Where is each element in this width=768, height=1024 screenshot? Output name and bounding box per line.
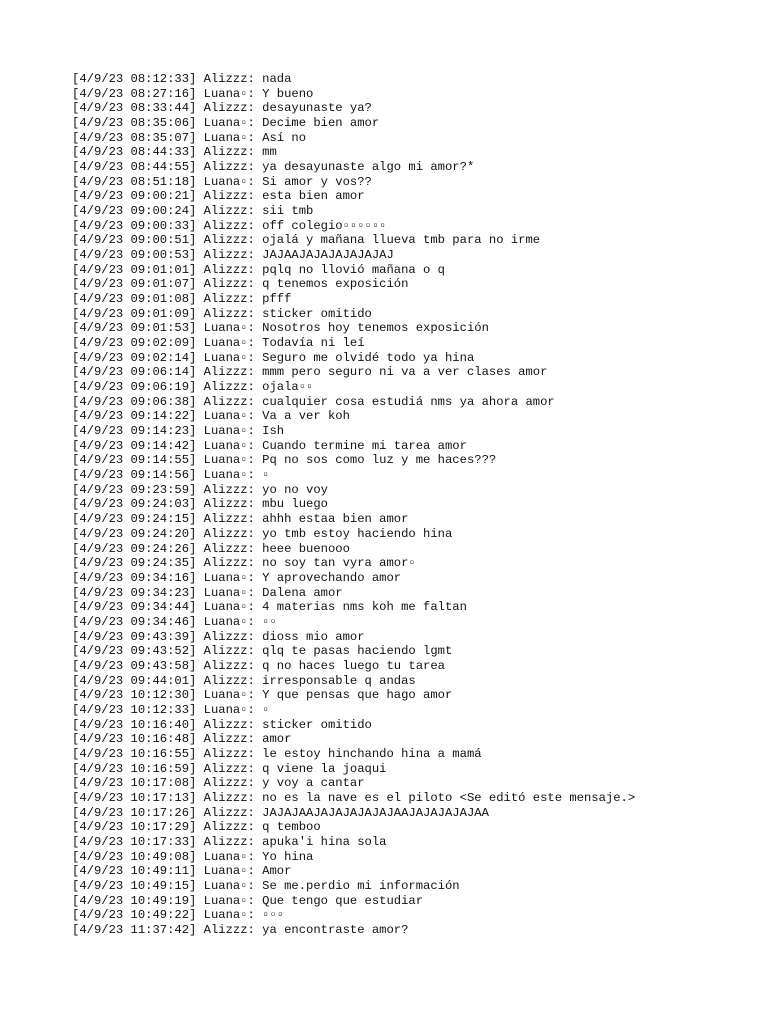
chat-message-line: [4/9/23 09:00:33] Alizzz: off colegio▫▫▫▫▫▫ <box>72 218 387 233</box>
chat-message-line: [4/9/23 08:44:33] Alizzz: mm <box>72 145 277 160</box>
chat-message-line: [4/9/23 10:12:33] Luana▫: ▫ <box>72 702 270 717</box>
chat-message-line: [4/9/23 09:14:55] Luana▫: Pq no sos como luz y me haces??? <box>72 453 497 468</box>
chat-message-line: [4/9/23 08:51:18] Luana▫: Si amor y vos?? <box>72 174 372 189</box>
chat-message-line: [4/9/23 09:44:01] Alizzz: irresponsable q andas <box>72 673 416 688</box>
chat-message-line: [4/9/23 11:37:42] Alizzz: ya encontraste amor? <box>72 922 409 937</box>
chat-message-line: [4/9/23 09:06:38] Alizzz: cualquier cosa estudiá nms ya ahora amor <box>72 394 555 409</box>
chat-message-line: [4/9/23 09:00:21] Alizzz: esta bien amor <box>72 189 365 204</box>
chat-message-line: [4/9/23 09:43:39] Alizzz: dioss mio amor <box>72 629 365 644</box>
chat-message-line: [4/9/23 09:43:52] Alizzz: qlq te pasas haciendo lgmt <box>72 644 453 659</box>
chat-message-line: [4/9/23 10:49:11] Luana▫: Amor <box>72 864 292 879</box>
chat-message-line: [4/9/23 10:16:55] Alizzz: le estoy hinchando hina a mamá <box>72 746 482 761</box>
chat-message-line: [4/9/23 09:06:14] Alizzz: mmm pero seguro ni va a ver clases amor <box>72 365 548 380</box>
chat-message-line: [4/9/23 09:02:09] Luana▫: Todavía ni leí <box>72 336 365 351</box>
chat-message-line: [4/9/23 09:34:46] Luana▫: ▫▫ <box>72 614 277 629</box>
chat-message-line: [4/9/23 09:01:08] Alizzz: pfff <box>72 292 292 307</box>
chat-message-line: [4/9/23 09:02:14] Luana▫: Seguro me olvidé todo ya hina <box>72 350 475 365</box>
chat-message-line: [4/9/23 09:01:53] Luana▫: Nosotros hoy tenemos exposición <box>72 321 489 336</box>
chat-message-line: [4/9/23 09:06:19] Alizzz: ojala▫▫ <box>72 380 314 395</box>
chat-message-line: [4/9/23 09:14:22] Luana▫: Va a ver koh <box>72 409 350 424</box>
chat-message-line: [4/9/23 08:44:55] Alizzz: ya desayunaste algo mi amor?* <box>72 160 475 175</box>
chat-message-line: [4/9/23 10:17:13] Alizzz: no es la nave es el piloto <Se editó este mensaje.> <box>72 790 636 805</box>
chat-message-line: [4/9/23 08:35:07] Luana▫: Así no <box>72 130 307 145</box>
chat-message-line: [4/9/23 09:14:42] Luana▫: Cuando termine mi tarea amor <box>72 438 467 453</box>
chat-message-line: [4/9/23 10:16:48] Alizzz: amor <box>72 732 292 747</box>
chat-message-line: [4/9/23 08:27:16] Luana▫: Y bueno <box>72 86 314 101</box>
chat-message-line: [4/9/23 09:43:58] Alizzz: q no haces luego tu tarea <box>72 658 445 673</box>
chat-message-line: [4/9/23 10:49:19] Luana▫: Que tengo que estudiar <box>72 893 424 908</box>
chat-message-line: [4/9/23 09:24:03] Alizzz: mbu luego <box>72 497 328 512</box>
chat-message-line: [4/9/23 09:00:53] Alizzz: JAJAAJAJAJAJAJAJAJ <box>72 248 394 263</box>
chat-message-line: [4/9/23 10:16:59] Alizzz: q viene la joaqui <box>72 761 387 776</box>
chat-message-line: [4/9/23 10:16:40] Alizzz: sticker omitido <box>72 717 372 732</box>
chat-message-line: [4/9/23 09:24:15] Alizzz: ahhh estaa bien amor <box>72 512 409 527</box>
chat-message-line: [4/9/23 08:35:06] Luana▫: Decime bien amor <box>72 116 380 131</box>
chat-message-line: [4/9/23 10:17:08] Alizzz: y voy a cantar <box>72 776 365 791</box>
chat-message-line: [4/9/23 10:49:22] Luana▫: ▫▫▫ <box>72 908 285 923</box>
chat-message-line: [4/9/23 10:17:26] Alizzz: JAJAJAAJAJAJAJAJAJAAJAJAJAJAJAA <box>72 805 489 820</box>
chat-message-line: [4/9/23 09:01:01] Alizzz: pqlq no llovió mañana o q <box>72 262 445 277</box>
chat-message-line: [4/9/23 09:01:09] Alizzz: sticker omitido <box>72 306 372 321</box>
chat-message-line: [4/9/23 09:34:44] Luana▫: 4 materias nms koh me faltan <box>72 600 467 615</box>
chat-message-line: [4/9/23 10:12:30] Luana▫: Y que pensas que hago amor <box>72 688 453 703</box>
chat-message-line: [4/9/23 09:24:35] Alizzz: no soy tan vyra amor▫ <box>72 556 416 571</box>
chat-message-line: [4/9/23 09:34:16] Luana▫: Y aprovechando amor <box>72 570 402 585</box>
chat-message-line: [4/9/23 09:00:24] Alizzz: sii tmb <box>72 204 314 219</box>
chat-message-line: [4/9/23 09:00:51] Alizzz: ojalá y mañana llueva tmb para no irme <box>72 233 541 248</box>
chat-message-line: [4/9/23 10:17:33] Alizzz: apuka'i hina sola <box>72 834 387 849</box>
chat-message-line: [4/9/23 09:24:20] Alizzz: yo tmb estoy haciendo hina <box>72 526 453 541</box>
chat-message-line: [4/9/23 09:01:07] Alizzz: q tenemos exposición <box>72 277 409 292</box>
chat-message-line: [4/9/23 09:23:59] Alizzz: yo no voy <box>72 482 328 497</box>
chat-message-line: [4/9/23 08:12:33] Alizzz: nada <box>72 72 292 86</box>
chat-message-line: [4/9/23 09:14:56] Luana▫: ▫ <box>72 468 270 483</box>
chat-message-line: [4/9/23 09:14:23] Luana▫: Ish <box>72 424 285 439</box>
chat-message-line: [4/9/23 10:17:29] Alizzz: q temboo <box>72 820 321 835</box>
chat-message-line: [4/9/23 10:49:08] Luana▫: Yo hina <box>72 849 314 864</box>
chat-message-line: [4/9/23 09:34:23] Luana▫: Dalena amor <box>72 585 343 600</box>
chat-message-line: [4/9/23 09:24:26] Alizzz: heee buenooo <box>72 541 350 556</box>
chat-message-line: [4/9/23 08:33:44] Alizzz: desayunaste ya? <box>72 101 372 116</box>
chat-log <box>72 72 635 938</box>
chat-message-line: [4/9/23 10:49:15] Luana▫: Se me.perdio mi información <box>72 878 460 893</box>
